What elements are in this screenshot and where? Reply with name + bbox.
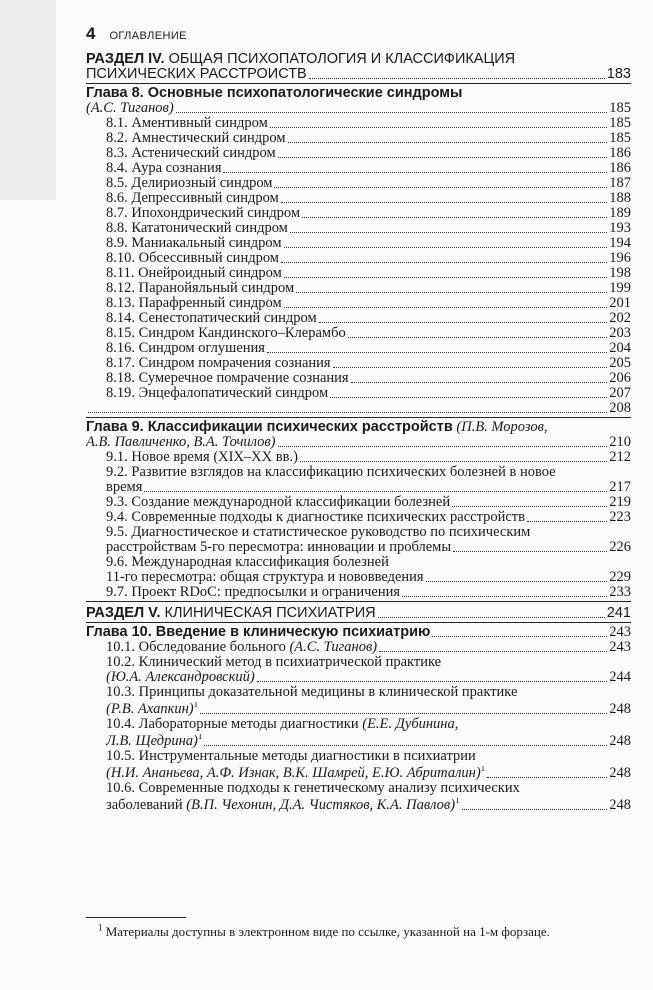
toc-entry[interactable]: 9.4. Современные подходы к диагностике психических расстройств 223: [106, 509, 631, 525]
toc-entry[interactable]: время 217: [106, 479, 631, 495]
toc-entry[interactable]: 8.6. Депрессивный синдром 188: [106, 190, 631, 206]
toc-entry-line[interactable]: 10.6. Современные подходы к генетическому анализу психических: [106, 780, 520, 796]
toc-entry[interactable]: (Н.И. Ананьева, А.Ф. Изнак, В.К. Шамрей, Е.Ю. Абриталин)$^1$ 248: [106, 765, 631, 781]
toc-entry[interactable]: 8.14. Сенестопатический синдром 202: [106, 310, 631, 326]
toc-entry-section-4[interactable]: ПСИХИЧЕСКИХ РАССТРОЙСТВ 183: [86, 66, 631, 82]
toc-entry-ch9-author[interactable]: А.В. Павличенко, В.А. Точилов) 210: [86, 434, 631, 450]
toc-entry-line[interactable]: 10.2. Клинический метод в психиатрической практике: [106, 654, 442, 670]
toc-entry[interactable]: 11-го пересмотра: общая структура и нововведения 229: [106, 569, 631, 585]
footnote: $^1$ Материалы доступны в электронном виде по ссылке, указанной на 1-м форзаце.: [98, 922, 550, 939]
chapter-8-title[interactable]: Глава 8. Основные психопатологические синдромы: [86, 85, 463, 101]
section-4-title: РАЗДЕЛ IV. ОБЩАЯ ПСИХОПАТОЛОГИЯ И КЛАССИФИКАЦИЯ: [86, 51, 516, 67]
toc-entry[interactable]: 8.3. Астенический синдром 186: [106, 145, 631, 161]
toc-entry[interactable]: 8.17. Синдром помрачения сознания 205: [106, 355, 631, 371]
toc-entry[interactable]: 8.4. Аура сознания 186: [106, 160, 631, 176]
toc-entry-ch8-author[interactable]: (А.С. Тиганов) 185: [86, 100, 631, 116]
toc-entry[interactable]: заболеваний (В.П. Чехонин, Д.А. Чистяков, К.А. Павлов)$^1$ 248: [106, 797, 631, 813]
divider: [86, 601, 631, 602]
toc-entry-line[interactable]: 10.5. Инструментальные методы диагностики в психиатрии: [106, 748, 476, 764]
toc-entry[interactable]: 9.1. Новое время (XIX–XX вв.) 212: [106, 449, 631, 465]
divider: [86, 83, 631, 84]
divider: [86, 622, 631, 623]
toc-entry[interactable]: 8.12. Паранойяльный синдром 199: [106, 280, 631, 296]
running-title: ОГЛАВЛЕНИЕ: [109, 30, 187, 42]
toc-entry[interactable]: 8.9. Маниакальный синдром 194: [106, 235, 631, 251]
toc-entry[interactable]: 8.19. Энцефалопатический синдром 207: [106, 385, 631, 401]
toc-entry[interactable]: 8.7. Ипохондрический синдром 189: [106, 205, 631, 221]
toc-entry[interactable]: 10.1. Обследование больного (А.С. Тиганов) 243: [106, 639, 631, 655]
toc-entry-line[interactable]: 10.3. Принципы доказательной медицины в клинической практике: [106, 684, 518, 700]
toc-entry[interactable]: 8.2. Амнестический синдром 185: [106, 130, 631, 146]
toc-entry[interactable]: 8.10. Обсессивный синдром 196: [106, 250, 631, 266]
toc-entry[interactable]: 8.16. Синдром оглушения 204: [106, 340, 631, 356]
toc-entry[interactable]: 8.8. Кататонический синдром 193: [106, 220, 631, 236]
divider: [86, 417, 631, 418]
toc-entry[interactable]: 8.11. Онейроидный синдром 198: [106, 265, 631, 281]
toc-entry[interactable]: 8.13. Парафренный синдром 201: [106, 295, 631, 311]
chapter-10-title[interactable]: Глава 10. Введение в клиническую психиатрию 243: [86, 624, 631, 640]
footnote-rule: [86, 917, 186, 918]
toc-entry-line[interactable]: 9.5. Диагностическое и статистическое руководство по психическим: [106, 524, 531, 540]
toc-entry[interactable]: расстройствам 5-го пересмотра: инновации и проблемы 226: [106, 539, 631, 555]
toc-entry-line[interactable]: 9.2. Развитие взглядов на классификацию психических болезней в новое: [106, 464, 556, 480]
page-header: [86, 24, 187, 44]
page-spine-shade: [0, 0, 56, 200]
toc-entry-section-5[interactable]: РАЗДЕЛ V. КЛИНИЧЕСКАЯ ПСИХИАТРИЯ 241: [86, 605, 631, 621]
table-of-contents: [86, 52, 631, 813]
toc-entry[interactable]: Л.В. Щедрина)$^1$ 248: [106, 733, 631, 749]
toc-entry[interactable]: 8.15. Синдром Кандинского–Клерамбо 203: [106, 325, 631, 341]
chapter-9-title[interactable]: Глава 9. Классификации психических расстройств (П.В. Морозов,: [86, 419, 548, 435]
toc-entry-ch8-end: 208: [86, 401, 631, 416]
toc-entry[interactable]: (Р.В. Ахапкин)$^1$ 248: [106, 701, 631, 717]
toc-entry[interactable]: 9.7. Проект RDoC: предпосылки и ограничения 233: [106, 584, 631, 600]
toc-entry[interactable]: (Ю.А. Александровский) 244: [106, 669, 631, 685]
toc-entry[interactable]: 8.5. Делириозный синдром 187: [106, 175, 631, 191]
toc-entry-line[interactable]: 10.4. Лабораторные методы диагностики (Е.Е. Дубинина,: [106, 716, 459, 732]
toc-entry[interactable]: 8.1. Аментивный синдром 185: [106, 115, 631, 131]
toc-entry[interactable]: 8.18. Сумеречное помрачение сознания 206: [106, 370, 631, 386]
page-number: 4: [86, 24, 96, 43]
toc-entry[interactable]: 9.3. Создание международной классификации болезней 219: [106, 494, 631, 510]
toc-entry-line[interactable]: 9.6. Международная классификация болезней: [106, 554, 389, 570]
